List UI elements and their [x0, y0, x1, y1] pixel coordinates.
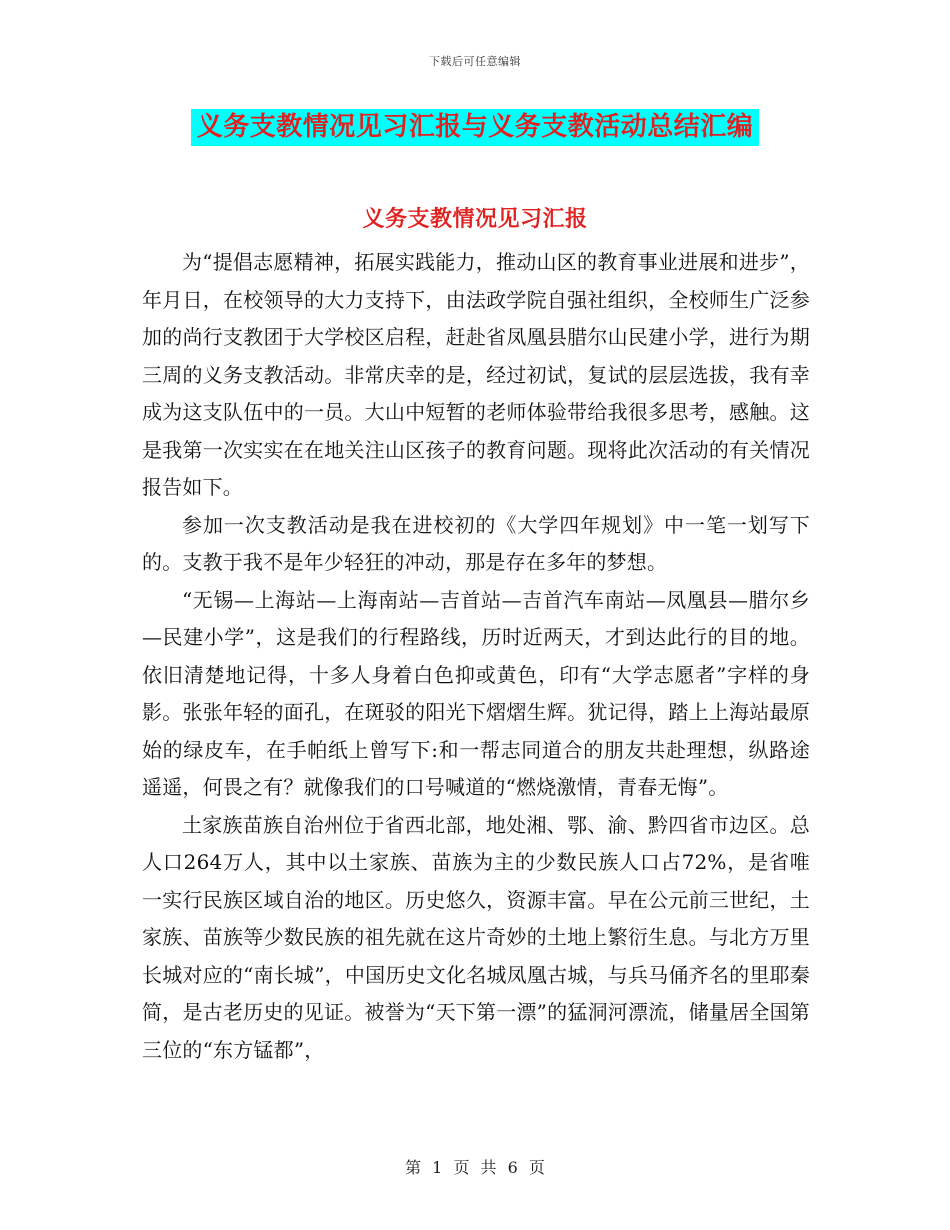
document-body	[142, 244, 810, 1069]
page-header-note: 下载后可任意编辑	[429, 55, 521, 68]
document-title-container	[0, 109, 950, 146]
document-title: 义务支教情况见习汇报与义务支教活动总结汇编	[191, 109, 760, 146]
page-number-footer: 第 1 页 共 6 页	[405, 1158, 545, 1177]
body-paragraph-4: 土家族苗族自治州位于省西北部，地处湘、鄂、渝、黔四省市边区。总人口264万人，其中以土家族、苗族为主的少数民族人口占72%，是省唯一实行民族区域自治的地区。历史悠久，资源丰富。早在公元前三世纪，土家族、苗族等少数民族的祖先就在这片奇妙的土地上繁衍生息。与北方万里长城对应的“南长城”，中国历史文化名城凤凰古城，与兵马俑齐名的里耶秦简，是古老历史的见证。被誉为“天下第一漂”的猛洞河漂流，储量居全国第三位的“东方锰都”，	[142, 812, 810, 1062]
body-paragraph-2: 参加一次支教活动是我在进校初的《大学四年规划》中一笔一划写下的。支教于我不是年少轻狂的冲动，那是存在多年的梦想。	[142, 512, 810, 574]
body-paragraph-1: 为“提倡志愿精神，拓展实践能力，推动山区的教育事业进展和进步”，年月日，在校领导的大力支持下，由法政学院自强社组织，全校师生广泛参加的尚行支教团于大学校区启程，赶赴省凤凰县腊尔山民建小学，进行为期三周的义务支教活动。非常庆幸的是，经过初试，复试的层层选拔，我有幸成为这支队伍中的一员。大山中短暂的老师体验带给我很多思考，感触。这是我第一次实实在在地关注山区孩子的教育问题。现将此次活动的有关情况报告如下。	[142, 250, 810, 499]
section-title: 义务支教情况见习汇报	[362, 206, 588, 232]
body-paragraph-3: “无锡—上海站—上海南站—吉首站—吉首汽车南站—凤凰县—腊尔乡—民建小学”，这是我们的行程路线，历时近两天，才到达此行的目的地。依旧清楚地记得，十多人身着白色抑或黄色，印有“大学志愿者”字样的身影。张张年轻的面孔，在斑驳的阳光下熠熠生辉。犹记得，踏上上海站最原始的绿皮车，在手帕纸上曾写下:和一帮志同道合的朋友共赴理想，纵路途遥遥，何畏之有？就像我们的口号喊道的“燃烧激情，青春无悔”。	[142, 587, 810, 799]
